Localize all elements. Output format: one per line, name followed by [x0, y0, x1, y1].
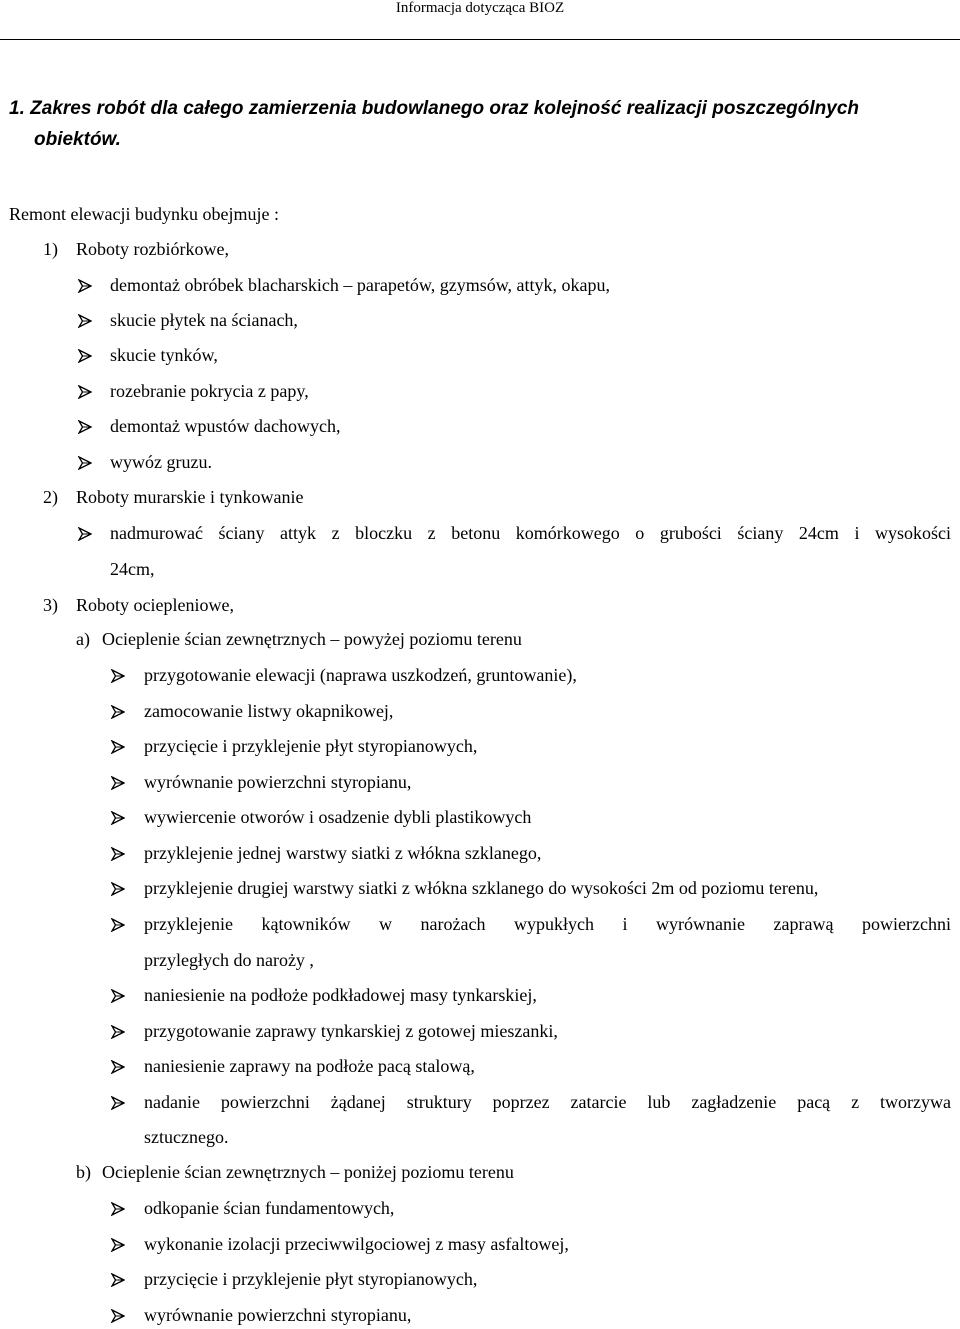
- subsection-b-title: Ocieplenie ścian zewnętrznych – poniżej poziomu terenu: [102, 1162, 514, 1182]
- list-item: rozebranie pokrycia z papy,: [110, 381, 309, 401]
- arrow-bullet-icon: [111, 1025, 125, 1039]
- arrow-bullet-icon: [78, 456, 92, 470]
- heading-line-1: Zakres robót dla całego zamierzenia budowlanego oraz kolejność realizacji poszczególnych: [30, 98, 859, 119]
- intro-text: Remont elewacji budynku obejmuje :: [9, 204, 279, 224]
- list-item: nadanie powierzchni żądanej struktury poprzez zatarcie lub zagładzenie pacą z tworzywa: [144, 1092, 951, 1112]
- arrow-bullet-icon: [111, 847, 125, 861]
- list-item: wywiercenie otworów i osadzenie dybli plastikowych: [144, 807, 532, 827]
- list-item: przygotowanie elewacji (naprawa uszkodzeń, gruntowanie),: [144, 665, 577, 685]
- section-1-title: Roboty rozbiórkowe,: [76, 239, 229, 259]
- list-item: przyklejenie drugiej warstwy siatki z włókna szklanego do wysokości 2m od poziomu terenu,: [144, 878, 819, 898]
- arrow-bullet-icon: [111, 811, 125, 825]
- list-item: naniesienie na podłoże podkładowej masy tynkarskiej,: [144, 985, 537, 1005]
- list-item: wywóz gruzu.: [110, 452, 212, 472]
- list-item: demontaż obróbek blacharskich – parapetów, gzymsów, attyk, okapu,: [110, 275, 611, 295]
- arrow-bullet-icon: [111, 776, 125, 790]
- subsection-a-label: a): [76, 629, 90, 649]
- list-item: wykonanie izolacji przeciwwilgociowej z masy asfaltowej,: [144, 1234, 569, 1254]
- list-item: przyklejenie jednej warstwy siatki z włókna szklanego,: [144, 843, 542, 863]
- arrow-bullet-icon: [111, 705, 125, 719]
- list-item-continuation: 24cm,: [110, 559, 155, 579]
- arrow-bullet-icon: [111, 1273, 125, 1287]
- section-heading: [9, 93, 954, 155]
- list-item: przygotowanie zaprawy tynkarskiej z gotowej mieszanki,: [144, 1021, 558, 1041]
- arrow-bullet-icon: [111, 1238, 125, 1252]
- section-2-title: Roboty murarskie i tynkowanie: [76, 487, 304, 507]
- page-header: [0, 0, 960, 40]
- subsection-b-label: b): [76, 1162, 91, 1182]
- arrow-bullet-icon: [78, 385, 92, 399]
- arrow-bullet-icon: [78, 349, 92, 363]
- list-item: przycięcie i przyklejenie płyt styropianowych,: [144, 1269, 478, 1289]
- list-item: skucie płytek na ścianach,: [110, 310, 298, 330]
- list-item: przyklejenie kątowników w narożach wypukłych i wyrównanie zaprawą powierzchni: [144, 914, 951, 934]
- list-item: odkopanie ścian fundamentowych,: [144, 1198, 395, 1218]
- arrow-bullet-icon: [78, 314, 92, 328]
- arrow-bullet-icon: [78, 279, 92, 293]
- arrow-bullet-icon: [111, 669, 125, 683]
- section-3-title: Roboty ociepleniowe,: [76, 595, 234, 615]
- arrow-bullet-icon: [111, 918, 125, 932]
- list-item: wyrównanie powierzchni styropianu,: [144, 772, 412, 792]
- header-title: Informacja dotycząca BIOZ: [395, 0, 565, 16]
- arrow-bullet-icon: [111, 882, 125, 896]
- list-item: zamocowanie listwy okapnikowej,: [144, 701, 394, 721]
- arrow-bullet-icon: [111, 989, 125, 1003]
- arrow-bullet-icon: [111, 1309, 125, 1323]
- list-item: nadmurować ściany attyk z bloczku z betonu komórkowego o grubości ściany 24cm i wysokości: [110, 523, 951, 543]
- list-item-continuation: sztucznego.: [144, 1127, 229, 1147]
- arrow-bullet-icon: [78, 527, 92, 541]
- arrow-bullet-icon: [111, 1096, 125, 1110]
- subsection-a-title: Ocieplenie ścian zewnętrznych – powyżej poziomu terenu: [102, 629, 522, 649]
- arrow-bullet-icon: [78, 420, 92, 434]
- list-item-continuation: przyległych do naroży ,: [144, 950, 314, 970]
- arrow-bullet-icon: [111, 1202, 125, 1216]
- arrow-bullet-icon: [111, 740, 125, 754]
- heading-number: 1.: [9, 98, 25, 119]
- list-item: demontaż wpustów dachowych,: [110, 416, 341, 436]
- section-2-label: 2): [43, 487, 58, 507]
- arrow-bullet-icon: [111, 1060, 125, 1074]
- heading-line-2: obiektów.: [34, 129, 121, 150]
- list-item: naniesienie zaprawy na podłoże pacą stalową,: [144, 1056, 475, 1076]
- list-item: przycięcie i przyklejenie płyt styropianowych,: [144, 736, 478, 756]
- section-1-label: 1): [43, 239, 58, 259]
- section-3-label: 3): [43, 595, 58, 615]
- list-item: wyrównanie powierzchni styropianu,: [144, 1305, 412, 1325]
- list-item: skucie tynków,: [110, 345, 218, 365]
